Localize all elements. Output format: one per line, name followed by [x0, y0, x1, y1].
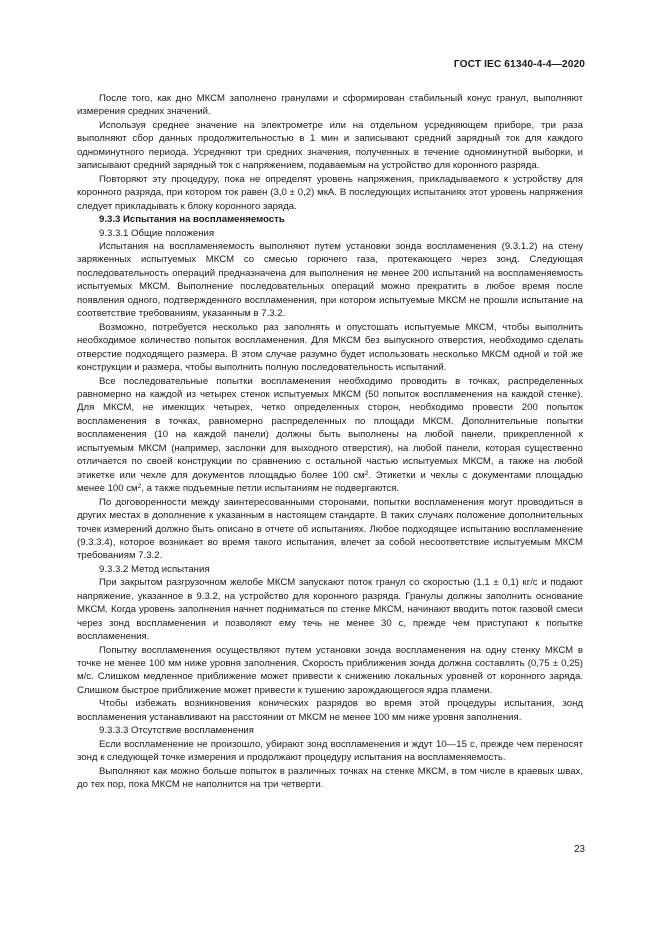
body-text: [77, 92, 583, 792]
paragraph: При закрытом разгрузочном желобе МКСМ запускают поток гранул со скоростью (1,1 ± 0,1) кг/с и подают напряжение, указанное в 9.3.2, на устройство для коронного разряда. Гранулы должны заполнить основание МКСМ. Когда уровень заполнения начнет подниматься по стенке МКСМ, начинают вводить поток газовой смеси через зонд воспламенения и позволяют ему течь не менее 30 с, прежде чем приступают к попытке воспламенения.: [77, 577, 583, 643]
paragraph: Все последовательные попытки воспламенения необходимо проводить в точках, распределенных равномерно на каждой из четырех стенок испытуемых МКСМ (50 попыток воспламенения на каждой стенке). Для МКСМ, не имеющих четырех, четко определенных сторон, необходимо провести 200 попыток воспламенения в точках, равномерно распределенных по площади МКСМ. Дополнительные попытки воспламенения (10 на каждой панели) должны быть выполнены на любой панели, прикрепленной к испытуемым МКСМ (например, заслонки для выходного отверстия), на любой панели, которая существенно отличается по своей конструкции по сравнению с остальной частью испытуемых МКСМ, а также на любой этикетке или чехле для документов площадью более 100 $см^2$. Этикетки и чехлы с документами площадью менее 100 $см^2$, а также подъемные петли испытаниям не подвергаются.: [77, 375, 583, 495]
paragraph: Чтобы избежать возникновения конических разрядов во время этой процедуры испытания, зонд воспламенения устанавливают на расстоянии от МКСМ не менее 100 мм ниже уровня заполнения.: [77, 698, 583, 723]
paragraph: Используя среднее значение на электрометре или на отдельном усредняющем приборе, три раза выполняют сбор данных продолжительностью в 1 мин и записывают средний зарядный ток для каждого одноминутного периода. Усредняют три средних значения, полученных в течение одноминутной выборки, и записывают средний зарядный ток с напряжением, подаваемым на устройство для коронного разряда.: [77, 119, 583, 172]
paragraph: Возможно, потребуется несколько раз заполнять и опустошать испытуемые МКСМ, чтобы выполнить необходимое количество попыток воспламенения. Для МКСМ без выпускного отверстия, необходимо сделать отверстие подходящего размера. В этом случае разумно будет использовать несколько МКСМ одной и той же конструкции и размера, чтобы выполнить полную последовательность испытаний.: [77, 321, 583, 374]
paragraph: Попытку воспламенения осуществляют путем установки зонда воспламенения на одну стенку МКСМ в точке не менее 100 мм ниже уровня заполнения. Скорость приближения зонда должна составлять (0,75 ± 0,25) м/с. Слишком медленное приближение может привести к снижению локальных уровней от коронного заряда. Слишком быстрое приближение может привести к тушению зарождающегося ядра пламени.: [77, 644, 583, 696]
superscript: 2: [364, 469, 369, 477]
paragraph: Если воспламенение не произошло, убирают зонд воспламенения и ждут 10—15 с, прежде чем переносят зонд к следующей точке измерения и продолжают процедуру испытания на воспламеняемость.: [77, 738, 583, 764]
paragraph: После того, как дно МКСМ заполнено гранулами и сформирован стабильный конус гранул, выполняют измерения средних значений.: [77, 93, 583, 118]
page-number: 23: [574, 844, 585, 855]
standard-header: ГОСТ IEC 61340-4-4—2020: [453, 59, 585, 70]
paragraph: Испытания на воспламеняемость выполняют путем установки зонда воспламенения (9.3.1.2) на стену заряженных испытуемых МКСМ со смесью горючего газа, протекающего через зонд. Следующая последовательность операций предназначена для выполнения не менее 200 испытаний на воспламеняемость испытуемых МКСМ. Выполнение последовательных операций можно прекратить в любое время после появления одного, подтвержденного воспламенения, при котором испытуемые МКСМ не прошли испытание на соответствие требованиям, указанным в 7.3.2.: [77, 240, 583, 320]
subsection-heading: 9.3.3.1 Общие положения: [99, 227, 215, 239]
subsection-heading: 9.3.3.3 Отсутствие воспламенения: [99, 725, 254, 737]
section-heading: 9.3.3 Испытания на воспламеняемость: [99, 214, 285, 226]
superscript: 2: [137, 483, 142, 491]
paragraph: По договоренности между заинтересованными сторонами, попытки воспламенения могут проводиться в других местах в дополнение к указанным в настоящем стандарте. В таких случаях положение дополнительных точек измерений должно быть описано в отчете об испытаниях. Любое подходящее испытанию воспламенение (9.3.3.4), которое возникает во время такого испытания, влечет за собой несоответствие испытуемым МКСМ требованиям 7.3.2.: [77, 496, 583, 562]
subsection-heading: 9.3.3.2 Метод испытания: [99, 563, 210, 575]
paragraph: Выполняют как можно больше попыток в различных точках на стенке МКСМ, в том числе в краевых швах, до тех пор, пока МКСМ не наполнится на три четверти.: [77, 765, 583, 791]
paragraph: Повторяют эту процедуру, пока не определят уровень напряжения, прикладываемого к устройству для коронного разряда, при котором ток равен (3,0 ± 0,2) мкА. В последующих испытаниях этот уровень напряжения следует прикладывать к блоку коронного заряда.: [77, 173, 583, 212]
